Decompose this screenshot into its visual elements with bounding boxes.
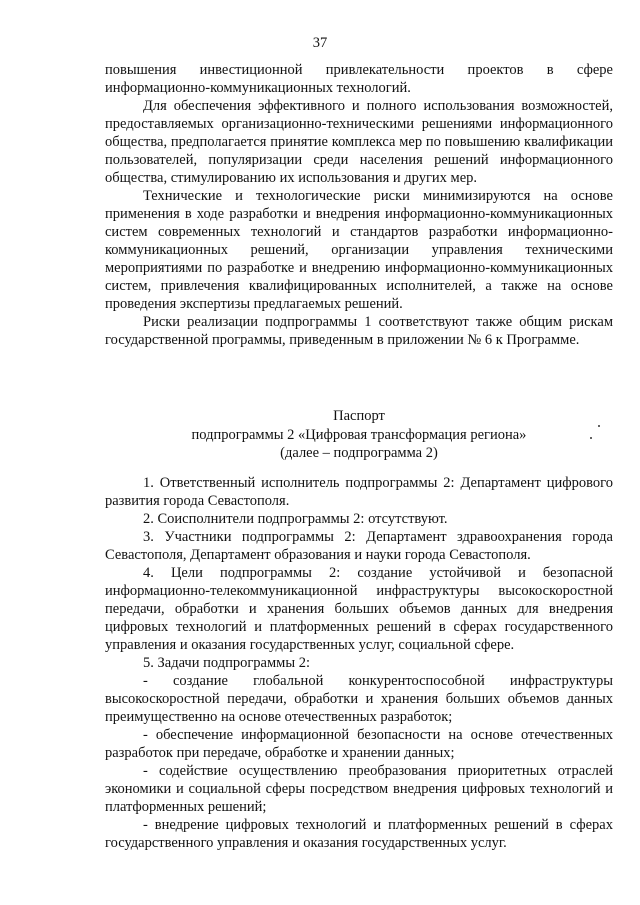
paragraph: Риски реализации подпрограммы 1 соответствуют также общим рискам государственной программы, приведенным в приложении № 6 к Программе.: [105, 314, 613, 348]
passport-title: Паспорт: [333, 408, 385, 424]
task-item: - создание глобальной конкурентоспособной инфраструктуры высокоскоростной передачи, обработки и хранения больших объемов данных преимущественно на основе отечественных разработок;: [105, 673, 613, 725]
passport-items: [105, 474, 613, 852]
passport-item: 4. Цели подпрограммы 2: создание устойчивой и безопасной информационно-телекоммуникационной инфраструктуры высокоскоростной передачи, обработки и хранения больших объемов данных для внедрения цифровых технологий и платформенных решений в сферах государственного управления и оказания государственных услуг, социальной сфере.: [105, 565, 613, 653]
passport-item: 1. Ответственный исполнитель подпрограммы 2: Департамент цифрового развития города Севастополя.: [105, 475, 613, 509]
paragraph: Технические и технологические риски минимизируются на основе применения в ходе разработки и внедрения информационно-коммуникационных систем современных технологий и стандартов разработки информационно-коммуникационных решений, организации управления техническими мероприятиями по разработке и внедрению информационно-коммуникационных систем, привлечения квалифицированных исполнителей, а также на основе проведения экспертизы предлагаемых решений.: [105, 188, 613, 312]
page-number: 37: [312, 35, 328, 51]
paragraph: Для обеспечения эффективного и полного использования возможностей, предоставляемых организационно-техническими решениями информационного общества, предполагается принятие комплекса мер по повышению квалификации пользователей, популяризации среди населения решений информационного общества, стимулированию их использования и других мер.: [105, 98, 613, 186]
passport-subtitle: подпрограммы 2 «Цифровая трансформация региона»: [191, 426, 527, 443]
passport-item: 2. Соисполнители подпрограммы 2: отсутствуют.: [143, 511, 448, 527]
passport-item: 5. Задачи подпрограммы 2:: [143, 655, 310, 671]
task-item: - внедрение цифровых технологий и платформенных решений в сферах государственного управления и оказания государственных услуг.: [105, 817, 613, 851]
passport-item: 3. Участники подпрограммы 2: Департамент здравоохранения города Севастополя, Департамент образования и науки города Севастополя.: [105, 529, 613, 563]
passport-heading: [105, 407, 613, 463]
passport-note: (далее – подпрограмма 2): [280, 445, 438, 461]
task-item: - обеспечение информационной безопасности на основе отечественных разработок при передаче, обработке и хранении данных;: [105, 727, 613, 761]
paragraph: повышения инвестиционной привлекательности проектов в сфере информационно-коммуникационных технологий.: [105, 62, 613, 96]
top-section: [105, 61, 613, 349]
task-item: - содействие осуществлению преобразования приоритетных отраслей экономики и социальной сферы посредством внедрения цифровых технологий и платформенных решений;: [105, 763, 613, 815]
scan-speck: [590, 437, 592, 439]
scan-speck: [598, 425, 600, 427]
